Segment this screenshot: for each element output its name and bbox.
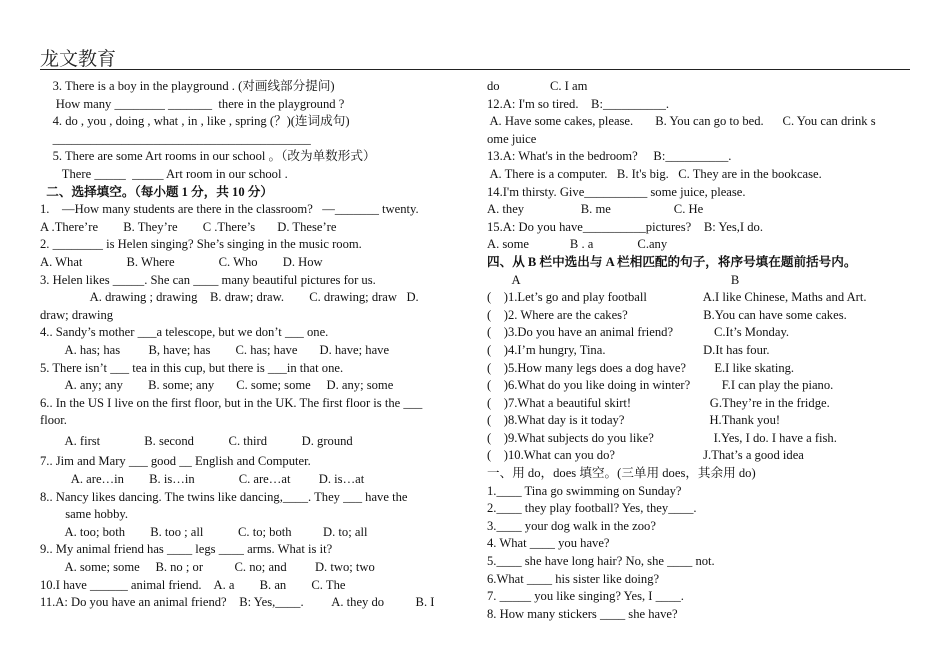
text-line: 7. _____ you like singing? Yes, I ____.	[487, 589, 684, 604]
text-line: A. Have some cakes, please. B. You can go to bed. C. You can drink s	[487, 114, 876, 129]
text-line: 4. What ____ you have?	[487, 536, 610, 551]
text-line: ( )10.What can you do? J.That’s a good idea	[487, 448, 804, 463]
text-line: A. too; both B. too ; all C. to; both D. to; all	[40, 524, 368, 539]
text-line: 3. There is a boy in the playground . (对画线部分提问)	[40, 79, 335, 93]
text-line: 6.What ____ his sister like doing?	[487, 571, 660, 586]
text-line: A. There is a computer. B. It's big. C. They are in the bookcase.	[487, 166, 822, 181]
text-line: A. are…in B. is…in C. are…at D. is…at	[40, 472, 365, 487]
text-line: A. they B. me C. He	[487, 202, 704, 217]
text-line: A. first B. second C. third D. ground	[40, 433, 353, 448]
section-heading: 二、选择填空。（每小题 1 分，共 10 分）	[40, 184, 273, 199]
text-line: 6.. In the US I live on the first floor, but in the UK. The first floor is the ___	[40, 395, 423, 410]
text-line: do C. I am	[487, 79, 588, 93]
text-line: A. some B . a C.any	[487, 237, 668, 252]
text-line: A B	[487, 272, 740, 287]
text-line: 5. There isn’t ___ tea in this cup, but there is ___in that one.	[40, 360, 344, 375]
right-column	[487, 78, 912, 623]
text-line: ( )8.What day is it today? H.Thank you!	[487, 413, 781, 428]
text-line: A. some; some B. no ; or C. no; and D. two; two	[40, 560, 375, 575]
text-line: 3. Helen likes _____. She can ____ many beautiful pictures for us.	[40, 272, 376, 287]
text-line: A. drawing ; drawing B. draw; draw. C. drawing; draw D.	[40, 290, 419, 305]
text-line: A. has; has B, have; has C. has; have D. have; have	[40, 342, 390, 357]
text-line: same hobby.	[40, 507, 129, 522]
text-line: 5. There are some Art rooms in our school 。（改为单数形式）	[40, 149, 376, 164]
text-line: 4.. Sandy’s mother ___a telescope, but we don’t ___ one.	[40, 325, 329, 340]
text-line: How many ________ _______ there in the playground ?	[40, 96, 345, 111]
text-line: ( )2. Where are the cakes? B.You can have some cakes.	[487, 307, 847, 322]
text-line: ( )1.Let’s go and play football A.I like Chinese, Maths and Art.	[487, 290, 867, 305]
text-line: ( )4.I’m hungry, Tina. D.It has four.	[487, 342, 770, 357]
text-line: 8. How many stickers ____ she have?	[487, 606, 678, 621]
text-line: ( )7.What a beautiful skirt! G.They’re in the fridge.	[487, 395, 830, 410]
text-line: 4. do , you , doing , what , in , like , spring (？)(连词成句)	[40, 114, 350, 129]
text-line: A. any; any B. some; any C. some; some D. any; some	[40, 378, 394, 393]
text-line: There _____ _____ Art room in our school .	[40, 166, 288, 181]
text-line: 7.. Jim and Mary ___ good __ English and Computer.	[40, 454, 311, 469]
text-line: 8.. Nancy likes dancing. The twins like dancing,____. They ___ have the	[40, 489, 408, 504]
text-line: _________________________________________	[40, 131, 311, 146]
text-line: 3.____ your dog walk in the zoo?	[487, 518, 656, 533]
text-line: 11.A: Do you have an animal friend? B: Yes,____. A. they do B. I	[40, 595, 435, 610]
text-line: ( )9.What subjects do you like? I.Yes, I do. I have a fish.	[487, 430, 837, 445]
text-line: 2.____ they play football? Yes, they____.	[487, 501, 697, 516]
text-line: 1.____ Tina go swimming on Sunday?	[487, 483, 682, 498]
text-line: 13.A: What's in the bedroom? B:__________.	[487, 149, 732, 164]
text-line: floor.	[40, 413, 67, 428]
text-line: 14.I'm thirsty. Give__________ some juice, please.	[487, 184, 746, 199]
section-heading: 四、从 B 栏中选出与 A 栏相匹配的句子，将序号填在题前括号内。	[487, 254, 857, 269]
text-line: 一、用 do，does 填空。(三单用 does，其余用 do)	[487, 466, 756, 481]
header-divider	[40, 69, 910, 70]
text-line: ( )6.What do you like doing in winter? F.I can play the piano.	[487, 378, 834, 393]
text-line: 9.. My animal friend has ____ legs ____ arms. What is it?	[40, 542, 333, 557]
text-line: ( )5.How many legs does a dog have? E.I like skating.	[487, 360, 795, 375]
text-line: 15.A: Do you have__________pictures? B: Yes,I do.	[487, 219, 763, 234]
text-line: A. What B. Where C. Who D. How	[40, 254, 323, 269]
text-line: 2. ________ is Helen singing? She’s singing in the music room.	[40, 237, 362, 252]
text-line: 12.A: I'm so tired. B:__________.	[487, 96, 670, 111]
header-title: 龙文教育	[40, 48, 117, 70]
text-line: 5.____ she have long hair? No, she ____ not.	[487, 554, 715, 569]
text-line: ( )3.Do you have an animal friend? C.It’s Monday.	[487, 325, 790, 340]
text-line: draw; drawing	[40, 307, 114, 322]
text-line: ome juice	[487, 131, 537, 146]
left-column	[40, 78, 468, 612]
text-line: A .There’re B. They’re C .There’s D. These’re	[40, 219, 337, 234]
text-line: 1. —How many students are there in the classroom? —_______ twenty.	[40, 202, 419, 217]
text-line: 10.I have ______ animal friend. A. a B. an C. The	[40, 577, 346, 592]
